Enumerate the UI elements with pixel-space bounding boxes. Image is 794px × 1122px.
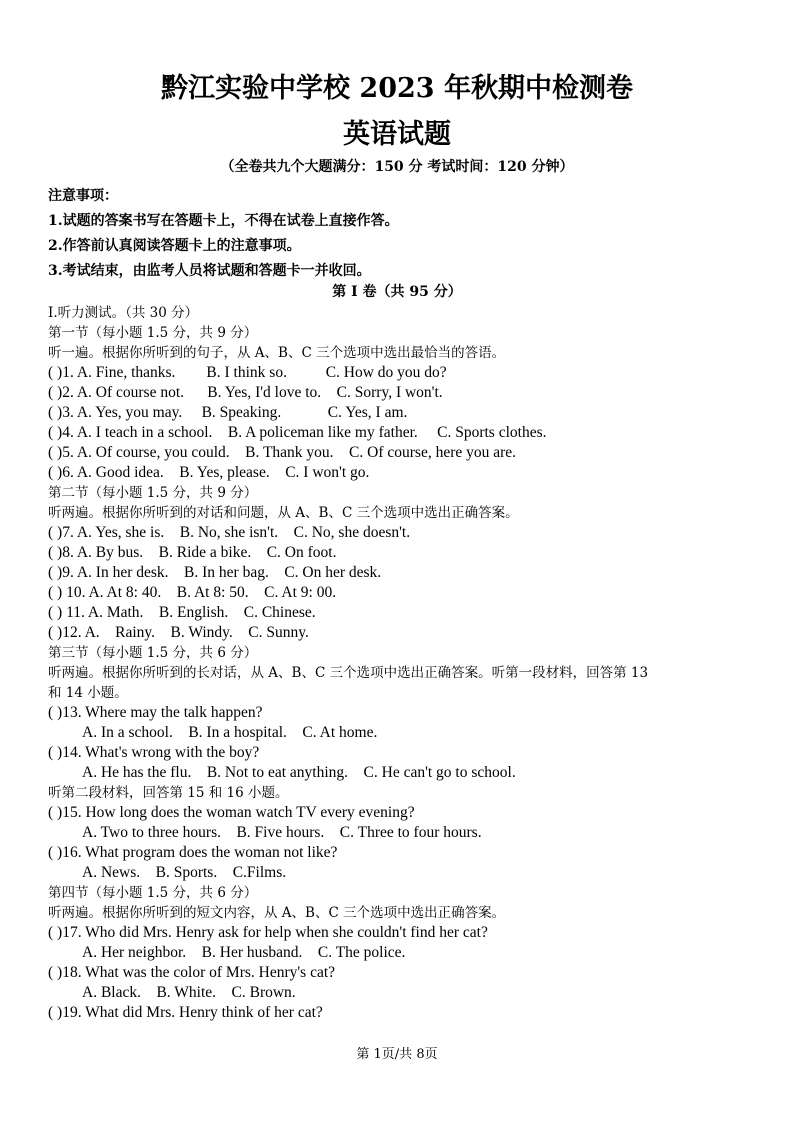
question-line: 听第二段材料，回答第 15 和 16 小题。 <box>48 785 289 801</box>
question-line: 听两遍。根据你所听到的长对话，从 A、B、C 三个选项中选出正确答案。听第一段材料，回答第 13 <box>48 665 649 681</box>
notes-heading: 注意事项： <box>48 188 118 204</box>
question-line: ( )16. What program does the woman not like? <box>48 844 338 861</box>
exam-subtitle: 英语试题 <box>343 119 451 150</box>
notes-section <box>48 184 399 284</box>
question-line: ( )19. What did Mrs. Henry think of her cat? <box>48 1004 323 1021</box>
question-body <box>48 303 748 1023</box>
question-line: A. Her neighbor. B. Her husband. C. The police. <box>82 944 406 961</box>
question-line: I.听力测试。（共 30 分） <box>48 305 199 321</box>
question-line: 第二节（每小题 1.5 分，共 9 分） <box>48 485 258 501</box>
question-line: 第四节（每小题 1.5 分，共 6 分） <box>48 885 258 901</box>
question-line: ( )13. Where may the talk happen? <box>48 704 263 721</box>
question-line: ( )4. A. I teach in a school. B. A policeman like my father. C. Sports clothes. <box>48 424 547 441</box>
question-line: A. News. B. Sports. C.Films. <box>82 864 287 881</box>
question-line: 听两遍。根据你所听到的短文内容，从 A、B、C 三个选项中选出正确答案。 <box>48 905 506 921</box>
notes-item: 1.试题的答案书写在答题卡上，不得在试卷上直接作答。 <box>48 213 399 229</box>
question-line: 第一节（每小题 1.5 分，共 9 分） <box>48 325 258 341</box>
question-line: ( )17. Who did Mrs. Henry ask for help when she couldn't find her cat? <box>48 924 488 941</box>
question-line: ( )1. A. Fine, thanks. B. I think so. C. How do you do? <box>48 364 447 381</box>
exam-info: （全卷共九个大题满分：150 分 考试时间：120 分钟） <box>220 159 574 175</box>
question-line: ( )7. A. Yes, she is. B. No, she isn't. C. No, she doesn't. <box>48 524 411 541</box>
exam-title: 黔江实验中学校 2023 年秋期中检测卷 <box>161 73 633 104</box>
question-line: A. Two to three hours. B. Five hours. C. Three to four hours. <box>82 824 482 841</box>
question-line: ( ) 11. A. Math. B. English. C. Chinese. <box>48 604 316 621</box>
question-line: 和 14 小题。 <box>48 685 128 701</box>
question-line: ( )9. A. In her desk. B. In her bag. C. On her desk. <box>48 564 382 581</box>
question-line: 听两遍。根据你所听到的对话和问题，从 A、B、C 三个选项中选出正确答案。 <box>48 505 519 521</box>
question-line: ( )5. A. Of course, you could. B. Thank you. C. Of course, here you are. <box>48 444 517 461</box>
page-footer: 第 1页/共 8页 <box>356 1047 438 1062</box>
question-line: ( )18. What was the color of Mrs. Henry's cat? <box>48 964 336 981</box>
volume-heading: 第 I 卷（共 95 分） <box>332 284 462 300</box>
question-line: ( )12. A. Rainy. B. Windy. C. Sunny. <box>48 624 309 641</box>
question-line: 听一遍。根据你所听到的句子，从 A、B、C 三个选项中选出最恰当的答语。 <box>48 345 506 361</box>
question-line: 第三节（每小题 1.5 分，共 6 分） <box>48 645 258 661</box>
question-line: ( )8. A. By bus. B. Ride a bike. C. On foot. <box>48 544 337 561</box>
question-line: A. Black. B. White. C. Brown. <box>82 984 296 1001</box>
question-line: ( )2. A. Of course not. B. Yes, I'd love to. C. Sorry, I won't. <box>48 384 443 401</box>
notes-item: 3.考试结束，由监考人员将试题和答题卡一并收回。 <box>48 263 371 279</box>
question-line: A. In a school. B. In a hospital. C. At home. <box>82 724 378 741</box>
notes-item: 2.作答前认真阅读答题卡上的注意事项。 <box>48 238 301 254</box>
question-line: A. He has the flu. B. Not to eat anything. C. He can't go to school. <box>82 764 516 781</box>
question-line: ( )15. How long does the woman watch TV every evening? <box>48 804 415 821</box>
question-line: ( )14. What's wrong with the boy? <box>48 744 260 761</box>
question-line: ( )3. A. Yes, you may. B. Speaking. C. Yes, I am. <box>48 404 408 421</box>
question-line: ( ) 10. A. At 8: 40. B. At 8: 50. C. At 9: 00. <box>48 584 337 601</box>
question-line: ( )6. A. Good idea. B. Yes, please. C. I won't go. <box>48 464 370 481</box>
